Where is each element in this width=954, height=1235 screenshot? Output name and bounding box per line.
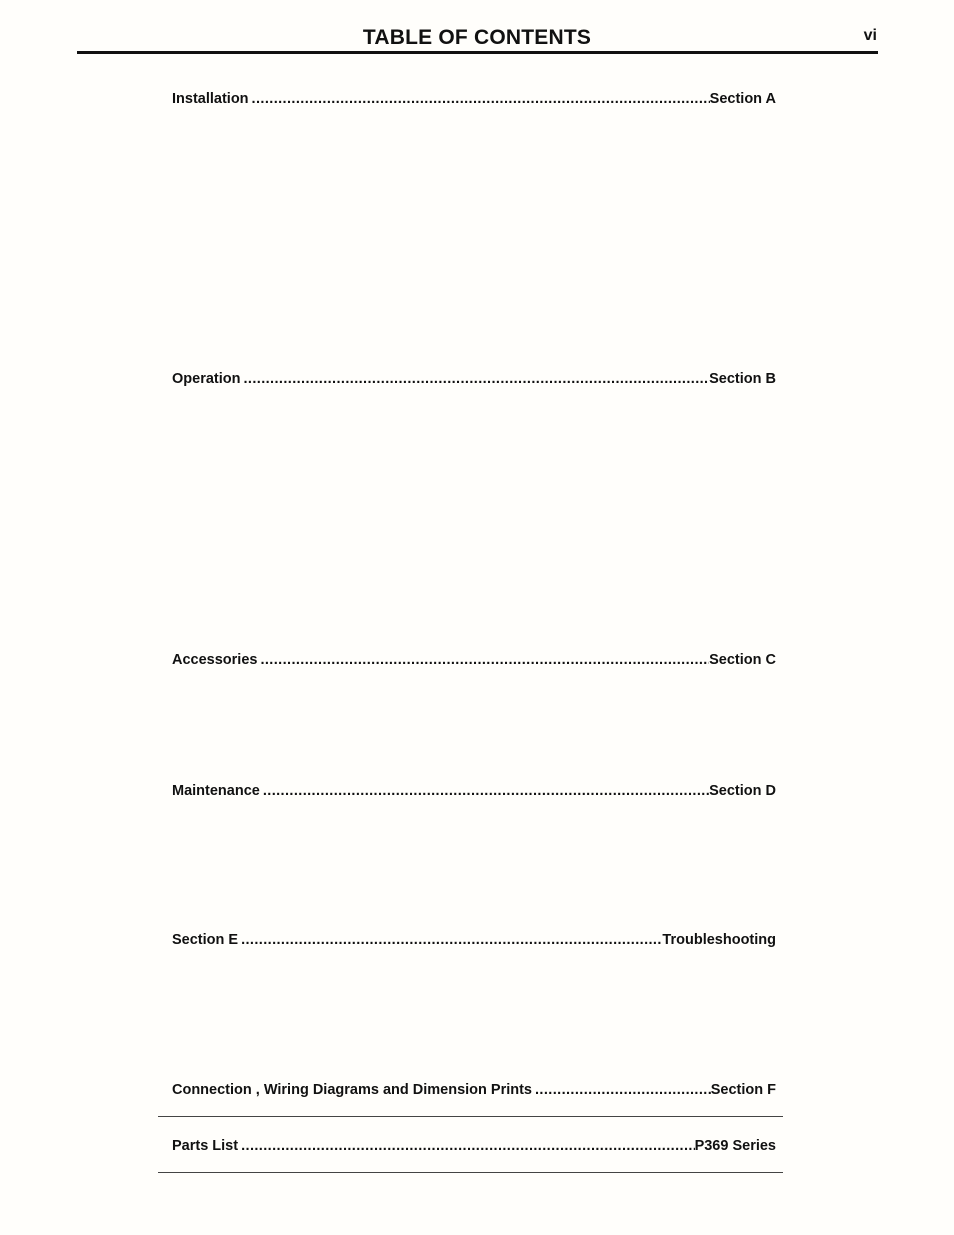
dot-leader (241, 932, 662, 948)
dot-leader (263, 783, 709, 799)
toc-entry-target: Section A (709, 91, 776, 107)
toc-entry-troubleshooting[interactable] (172, 932, 776, 948)
toc-entry-label: Connection , Wiring Diagrams and Dimension Prints (172, 1082, 532, 1098)
toc-entry-label: Maintenance (172, 783, 260, 799)
toc-entry-connection-diagrams[interactable] (172, 1082, 776, 1098)
toc-entry-target: Section C (709, 652, 776, 668)
page-title: TABLE OF CONTENTS (362, 26, 592, 49)
toc-entry-label: Operation (172, 371, 241, 387)
toc-entry-accessories[interactable] (172, 652, 776, 668)
toc-entry-installation[interactable] (172, 91, 776, 107)
toc-entry-label: Section E (172, 932, 239, 948)
toc-entry-parts-list[interactable] (172, 1138, 776, 1154)
dot-leader (260, 652, 709, 668)
header-divider (77, 51, 878, 54)
toc-entry-target: Section D (709, 783, 776, 799)
dot-leader (243, 371, 709, 387)
toc-entry-label: Parts List (172, 1138, 239, 1154)
dot-leader (241, 1138, 694, 1154)
section-divider (158, 1116, 783, 1117)
toc-entry-target: Section F (710, 1082, 776, 1098)
toc-entry-label: Accessories (172, 652, 258, 668)
dot-leader (535, 1082, 711, 1098)
dot-leader (252, 91, 710, 107)
toc-entry-operation[interactable] (172, 371, 776, 387)
toc-entry-maintenance[interactable] (172, 783, 776, 799)
page-number: vi (863, 27, 877, 44)
section-divider (158, 1172, 783, 1173)
toc-entry-target: P369 Series (694, 1138, 776, 1154)
toc-entry-target: Section B (709, 371, 776, 387)
toc-entry-label: Installation (172, 91, 249, 107)
toc-entry-target: Troubleshooting (662, 932, 776, 948)
